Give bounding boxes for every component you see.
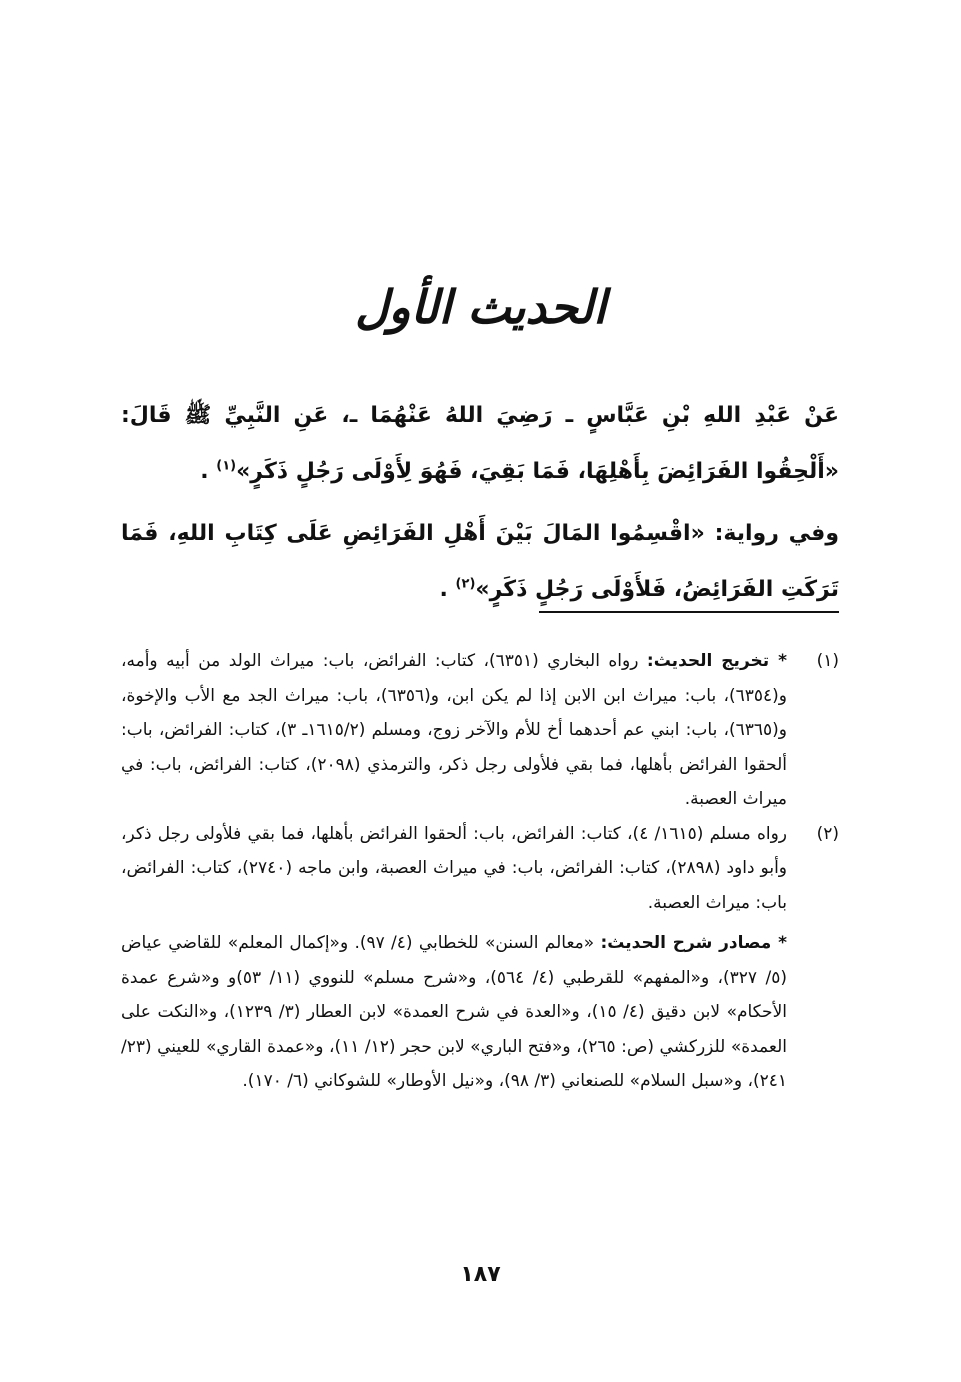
sources-text: «معالم السنن» للخطابي (٤/ ٩٧). و«إكمال المعلم» للقاضي عياض (٥/ ٣٢٧)، و«المفهم» للقرطبي (٤/ ٥٦٤)، و«شرح مسلم» للنووي (١١/ ٥٣)و و«شرع عمدة الأحكام» لابن دقيق (٤/ ١٥)، و«العدة في شرح العمدة» لابن العطار (٣/ ١٢٣٩)، و«النكت على العمدة» للزركشي (ص: ٢٦٥)، و«فتح الباري» لابن حجر (١٢/ ١١)، و«عمدة القاري» للعيني (٢٣/ ٢٤١)، و«سبل السلام» للصنعاني (٣/ ٩٨)، و«نيل الأوطار» للشوكاني (٦/ ١٧٠). [121, 933, 787, 1091]
hadith-paragraph-2 [121, 506, 839, 618]
chapter-title: الحديث الأول [354, 280, 607, 334]
footnote-2-text: رواه مسلم (١٦١٥/ ٤)، كتاب: الفرائض، باب: ألحقوا الفرائض بأهلها، فما بقي فلأولى رجل ذكر، وأبو داود (٢٨٩٨)، كتاب: الفرائض، باب: في ميراث العصبة، وابن ماجه (٢٧٤٠)، كتاب: الفرائض، باب: ميراث العصبة. [121, 823, 788, 913]
footnote-1-body [121, 644, 787, 817]
hadith-paragraph-1-text: عَنْ عَبْدِ اللهِ بْنِ عَبَّاسٍ ـ رَضِيَ اللهُ عَنْهُمَا ـ، عَنِ النَّبِيِّ ﷺ قَالَ: «أَلْحِقُوا الفَرَائِضَ بِأَهْلِهَا، فَمَا بَقِيَ، فَهُوَ لِأَوْلَى رَجُلٍ ذَكَرٍ» [121, 403, 839, 484]
footnote-1-text: رواه البخاري (٦٣٥١)، كتاب: الفرائض، باب: ميراث الولد من أبيه وأمه، و(٦٣٥٤)، باب: ميراث ابن الابن إذا لم يكن ابن، و(٦٣٥٦)، باب: ميراث الجد مع الأب والإخوة، و(٦٣٦٥)، باب: ابني عم أحدهما أخ للأم والآخر زوج، ومسلم (١٦١٥/٢ـ ٣)، كتاب: الفرائض، باب: ألحقوا الفرائض بأهلها، فما بقي فلأولى رجل ذكر، والترمذي (٢٠٩٨)، كتاب: الفرائض، باب: في ميراث العصبة. [121, 651, 787, 809]
commentary-sources [121, 926, 839, 1099]
footnote-1 [121, 644, 839, 817]
hadith-paragraph-1 [121, 388, 839, 500]
hadith-paragraph-2-end: . [439, 577, 448, 602]
footnote-2 [121, 817, 839, 921]
footnote-1-number: (١) [816, 651, 839, 671]
footnote-2-number: (٢) [816, 823, 839, 844]
footnotes-section [121, 644, 839, 1099]
footnote-divider [539, 611, 839, 613]
hadith-paragraph-1-end: . [200, 459, 209, 484]
hadith-paragraph-2-text: وفي رواية: «اقْسِمُوا المَالَ بَيْنَ أَهْلِ الفَرَائِضِ عَلَى كِتَابِ اللهِ، فَمَا تَرَكَتِ الفَرَائِضُ، فَلأَوْلَى رَجُلٍ ذَكَرٍ» [121, 521, 839, 602]
footnote-ref-1: (١) [216, 458, 237, 474]
footnote-2-body [121, 817, 787, 921]
footnote-1-label: * تخريج الحديث: [646, 651, 788, 671]
hadith-text [121, 388, 839, 618]
page-number: ١٨٧ [460, 1262, 501, 1287]
footnote-ref-2: (٢) [455, 576, 476, 592]
sources-label: * مصادر شرح الحديث: [600, 933, 788, 953]
